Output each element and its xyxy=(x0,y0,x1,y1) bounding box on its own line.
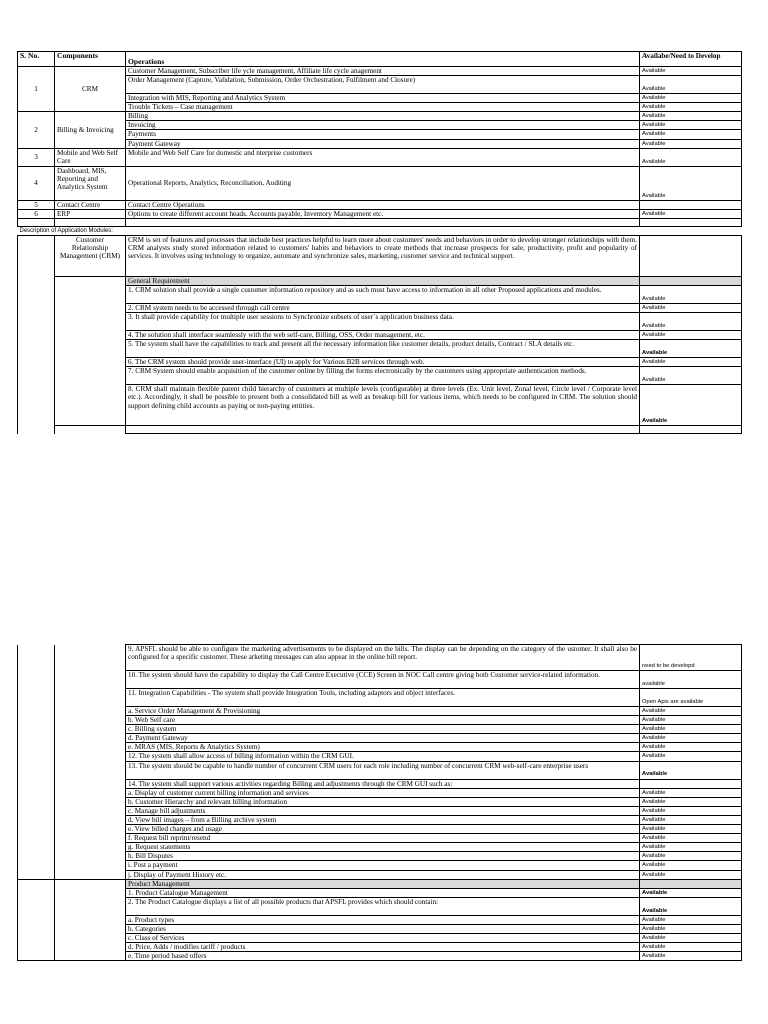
requirement-text: 1. Product Catalogue Management xyxy=(126,888,640,897)
row-sno: 1 xyxy=(18,67,55,112)
row-status: Available xyxy=(640,806,742,815)
blank-row xyxy=(18,218,742,226)
row-status: Available xyxy=(640,788,742,797)
row-status: Available xyxy=(640,843,742,852)
row-status: Available xyxy=(640,67,742,76)
row-status: Available xyxy=(640,166,742,200)
requirement-text: 2. The Product Catalogue displays a list of all possible products that APSFL provides which should contain: xyxy=(126,897,640,915)
row-status: Available xyxy=(640,209,742,218)
header-components: Components xyxy=(55,52,126,67)
requirement-text: a. Product types xyxy=(126,915,640,924)
table-row xyxy=(18,76,742,94)
requirements-table-continued xyxy=(17,644,742,961)
requirement-text: b. Customer Hierarchy and relevant billing information xyxy=(126,797,640,806)
row-status: Available xyxy=(640,797,742,806)
table-row xyxy=(18,716,742,725)
row-status: need to be developd xyxy=(640,645,742,671)
table-row xyxy=(18,385,742,426)
row-operation: Mobile and Web Self Care for domestic and nterprise customers xyxy=(126,148,640,166)
table-row xyxy=(18,645,742,671)
row-status: Available xyxy=(640,139,742,148)
row-status: Available xyxy=(640,716,742,725)
row-status: Available xyxy=(640,952,742,961)
blank-cell xyxy=(640,276,742,285)
requirement-text: i. Post a payment xyxy=(126,861,640,870)
table-row xyxy=(18,200,742,209)
table-header-row xyxy=(18,52,742,67)
row-status: Available xyxy=(640,367,742,385)
row-component: Mobile and Web Self Care xyxy=(55,148,126,166)
blank-cell xyxy=(55,276,126,425)
requirement-text: d. View bill images – from a Billing archive system xyxy=(126,815,640,824)
table-row xyxy=(18,943,742,952)
table-row xyxy=(18,806,742,815)
section-row xyxy=(18,879,742,888)
table-row xyxy=(18,797,742,806)
table-row xyxy=(18,671,742,689)
row-operation: Trouble Tickets – Case management xyxy=(126,103,640,112)
row-status: Available xyxy=(640,130,742,139)
requirement-text: 11. Integration Capabilities - The system shall provide Integration Tools, including adaptors and object interfaces. xyxy=(126,689,640,707)
requirement-text: 3. It shall provide capability for multiple user sessions to Synchronize subsets of user`s application business data. xyxy=(126,313,640,331)
table-row xyxy=(18,834,742,843)
table-row xyxy=(18,67,742,76)
row-operation: Payment Gateway xyxy=(126,139,640,148)
components-table xyxy=(17,51,742,434)
requirement-text: 12. The system shall allow access of billing information within the CRM GUI. xyxy=(126,752,640,761)
requirement-text: 7. CRM System should enable acquisition of the customer online by filling the forms electronically by the customers using appropriate authentication methods. xyxy=(126,367,640,385)
row-status: Available xyxy=(640,304,742,313)
row-status: available xyxy=(640,671,742,689)
row-status: Available xyxy=(640,933,742,942)
row-component: CRM xyxy=(55,67,126,112)
row-status: Available xyxy=(640,825,742,834)
requirement-text: 8. CRM shall maintain flexible parent child hierarchy of customers at multiple levels (configurable) at three levels (Ex. Unit level, Zonal level, Circle level / Corporate level etc.). Accordingly, it shall be possible to present both a consolidated bill as well as breakup bill for various items, which needs to be configured in CRM. The solution should support defining child accounts as paying or non-paying entities. xyxy=(126,385,640,426)
row-operation: Order Management (Capture, Validation, Submission, Order Orchestration, Fulfilment and Closure) xyxy=(126,76,640,94)
table-row xyxy=(18,209,742,218)
row-status xyxy=(640,200,742,209)
table-row xyxy=(18,924,742,933)
blank-cell xyxy=(126,218,640,226)
row-status: Available xyxy=(640,94,742,103)
table-row xyxy=(18,852,742,861)
row-status: Available xyxy=(640,915,742,924)
requirement-text: g. Request statements xyxy=(126,843,640,852)
table-row xyxy=(18,752,742,761)
requirement-text: 5. The system shall have the capabilities to track and present all the necessary information like customer details, product details, Contract / SLA details etc. xyxy=(126,340,640,358)
table-row xyxy=(18,861,742,870)
row-status: Available xyxy=(640,870,742,879)
row-status: Available xyxy=(640,148,742,166)
row-status: Available xyxy=(640,358,742,367)
row-sno: 5 xyxy=(18,200,55,209)
module-intro: CRM is set of features and processes that include best practices helpful to learn more about customers' needs and behaviors in order to develop stronger relationships with them. CRM analysts study stored information related to customers' habits and behaviors to create methods that increase prospects for sale, productivity, profit and popularity of services. It involves using technology to organize, automate and synchronize sales, marketing, customer service and technical support. xyxy=(126,235,640,276)
module-name: Customer Relationship Management (CRM) xyxy=(55,235,126,276)
row-status: Available xyxy=(640,852,742,861)
blank-cell xyxy=(55,426,126,434)
requirement-text: 14. The system shall support various activities regarding Billing and adjustments through the CRM GUI such as: xyxy=(126,779,640,788)
requirement-text: d. Price, Adds / modifies tariff / products xyxy=(126,943,640,952)
table-row xyxy=(18,94,742,103)
row-operation: Payments xyxy=(126,130,640,139)
row-status: Available xyxy=(640,815,742,824)
row-operation: Operational Reports, Analytics, Reconciliation, Auditing xyxy=(126,166,640,200)
row-status: Available xyxy=(640,943,742,952)
row-status: Available xyxy=(640,385,742,426)
row-status: Available xyxy=(640,725,742,734)
document-page-2 xyxy=(0,644,768,1024)
row-status: Available xyxy=(640,331,742,340)
table-row xyxy=(18,952,742,961)
blank-cell xyxy=(55,879,126,961)
row-status: Available xyxy=(640,924,742,933)
header-sno: S. No. xyxy=(18,52,55,67)
row-operation: Contact Centre Operations xyxy=(126,200,640,209)
row-sno: 6 xyxy=(18,209,55,218)
row-component: Billing & Invoicing xyxy=(55,112,126,148)
row-sno: 3 xyxy=(18,148,55,166)
table-row xyxy=(18,734,742,743)
description-row xyxy=(18,226,742,235)
blank-row xyxy=(18,426,742,434)
requirement-text: c. Class of Services xyxy=(126,933,640,942)
row-status xyxy=(640,779,742,788)
requirement-text: 13. The system should be capable to handle number of concurrent CRM users for each role including number of concurrent CRM web-self-care enterprise users xyxy=(126,761,640,779)
requirement-text: 1. CRM solution shall provide a single customer information repository and as such must have access to information in all other Proposed applications and modules. xyxy=(126,286,640,304)
requirement-text: e. View billed charges and usage xyxy=(126,825,640,834)
section-title: Product Management xyxy=(126,879,640,888)
row-status: Available xyxy=(640,861,742,870)
requirement-text: 4. The solution shall interface seamlessly with the web self-care, Billing, OSS, Order management, etc. xyxy=(126,331,640,340)
requirement-text: 9. APSFL should be able to configure the marketing advertisements to be displayed on the bills. The display can be depending on the category of the ustomer. It shall also be configured for a specific customer. These arketing messages can also appear in the online bill report. xyxy=(126,645,640,671)
blank-cell xyxy=(18,645,55,880)
blank-cell xyxy=(640,218,742,226)
blank-cell xyxy=(55,218,126,226)
row-operation: Billing xyxy=(126,112,640,121)
requirement-text: e. Time period based offers xyxy=(126,952,640,961)
requirement-text: a. Display of customer current billing information and services xyxy=(126,788,640,797)
row-status: Available xyxy=(640,103,742,112)
table-row xyxy=(18,130,742,139)
table-row xyxy=(18,815,742,824)
blank-cell xyxy=(18,218,55,226)
requirement-text: a. Service Order Management & Provisioning xyxy=(126,707,640,716)
row-sno: 2 xyxy=(18,112,55,148)
row-status: Available xyxy=(640,286,742,304)
section-row xyxy=(18,276,742,285)
description-label: Description of Application Modules: xyxy=(18,226,640,235)
row-status: Available xyxy=(640,888,742,897)
table-row xyxy=(18,139,742,148)
row-operation: Integration with MIS, Reporting and Analytics System xyxy=(126,94,640,103)
table-row xyxy=(18,313,742,331)
table-row xyxy=(18,725,742,734)
requirement-text: b. Categories xyxy=(126,924,640,933)
row-status: Available xyxy=(640,707,742,716)
requirement-text: 2. CRM system needs to be accessed through call centre xyxy=(126,304,640,313)
header-status: Availabe/Need to Develop xyxy=(640,52,742,67)
row-status: Available xyxy=(640,121,742,130)
table-row xyxy=(18,358,742,367)
row-status: Available xyxy=(640,761,742,779)
row-status: Available xyxy=(640,752,742,761)
table-row xyxy=(18,340,742,358)
table-row xyxy=(18,779,742,788)
table-row xyxy=(18,825,742,834)
row-operation: Options to create different account heads. Accounts payable, Inventory Management etc. xyxy=(126,209,640,218)
row-status: Available xyxy=(640,834,742,843)
row-operation: Customer Management, Subscriber life ycle management, Affiliate life cycle anagement xyxy=(126,67,640,76)
blank-cell xyxy=(18,879,55,961)
table-row xyxy=(18,689,742,707)
table-row xyxy=(18,148,742,166)
table-row xyxy=(18,121,742,130)
blank-cell xyxy=(640,226,742,235)
table-row xyxy=(18,870,742,879)
table-row xyxy=(18,103,742,112)
section-title: General Requirement xyxy=(126,276,640,285)
row-operation: Invoicing xyxy=(126,121,640,130)
table-row xyxy=(18,707,742,716)
row-sno: 4 xyxy=(18,166,55,200)
requirement-text: 10. The system should have the capability to display the Call Centre Executive (CCE) Screen in NOC Call centre giving both Customer service-related information. xyxy=(126,671,640,689)
row-status: Available xyxy=(640,897,742,915)
requirement-text: b. Web Self care xyxy=(126,716,640,725)
blank-cell xyxy=(55,645,126,880)
row-component: Contact Centre xyxy=(55,200,126,209)
table-row xyxy=(18,304,742,313)
blank-cell xyxy=(640,235,742,276)
table-row xyxy=(18,286,742,304)
table-row xyxy=(18,843,742,852)
table-row xyxy=(18,743,742,752)
requirement-text: h. Bill Disputes xyxy=(126,852,640,861)
row-status: Available xyxy=(640,340,742,358)
table-row xyxy=(18,933,742,942)
requirement-text: 6. The CRM system should provide user-interface (UI) to apply for Various B2B services through web. xyxy=(126,358,640,367)
row-status: Available xyxy=(640,734,742,743)
row-status: Available xyxy=(640,313,742,331)
blank-cell xyxy=(640,426,742,434)
requirement-text: e. MRAS (MIS, Reports & Analytics System) xyxy=(126,743,640,752)
table-row xyxy=(18,761,742,779)
requirement-text: f. Request bill reprint/resend xyxy=(126,834,640,843)
blank-cell xyxy=(126,426,640,434)
requirement-text: c. Billing system xyxy=(126,725,640,734)
table-row xyxy=(18,915,742,924)
table-row xyxy=(18,897,742,915)
row-status: Available xyxy=(640,112,742,121)
table-row xyxy=(18,331,742,340)
row-status xyxy=(640,879,742,888)
requirement-text: d. Payment Gateway xyxy=(126,734,640,743)
row-component: Dashboard, MIS, Reporting and Analytics System xyxy=(55,166,126,200)
row-status: Available xyxy=(640,743,742,752)
blank-cell xyxy=(18,235,55,433)
row-status: Open Apis are available xyxy=(640,689,742,707)
requirement-text: j. Display of Payment History etc. xyxy=(126,870,640,879)
table-row xyxy=(18,788,742,797)
table-row xyxy=(18,888,742,897)
row-component: ERP xyxy=(55,209,126,218)
row-status: Available xyxy=(640,76,742,94)
requirement-text: c. Manage bill adjustments xyxy=(126,806,640,815)
table-row xyxy=(18,367,742,385)
header-operations: Operations xyxy=(126,52,640,67)
table-row xyxy=(18,235,742,276)
table-row xyxy=(18,112,742,121)
table-row xyxy=(18,166,742,200)
